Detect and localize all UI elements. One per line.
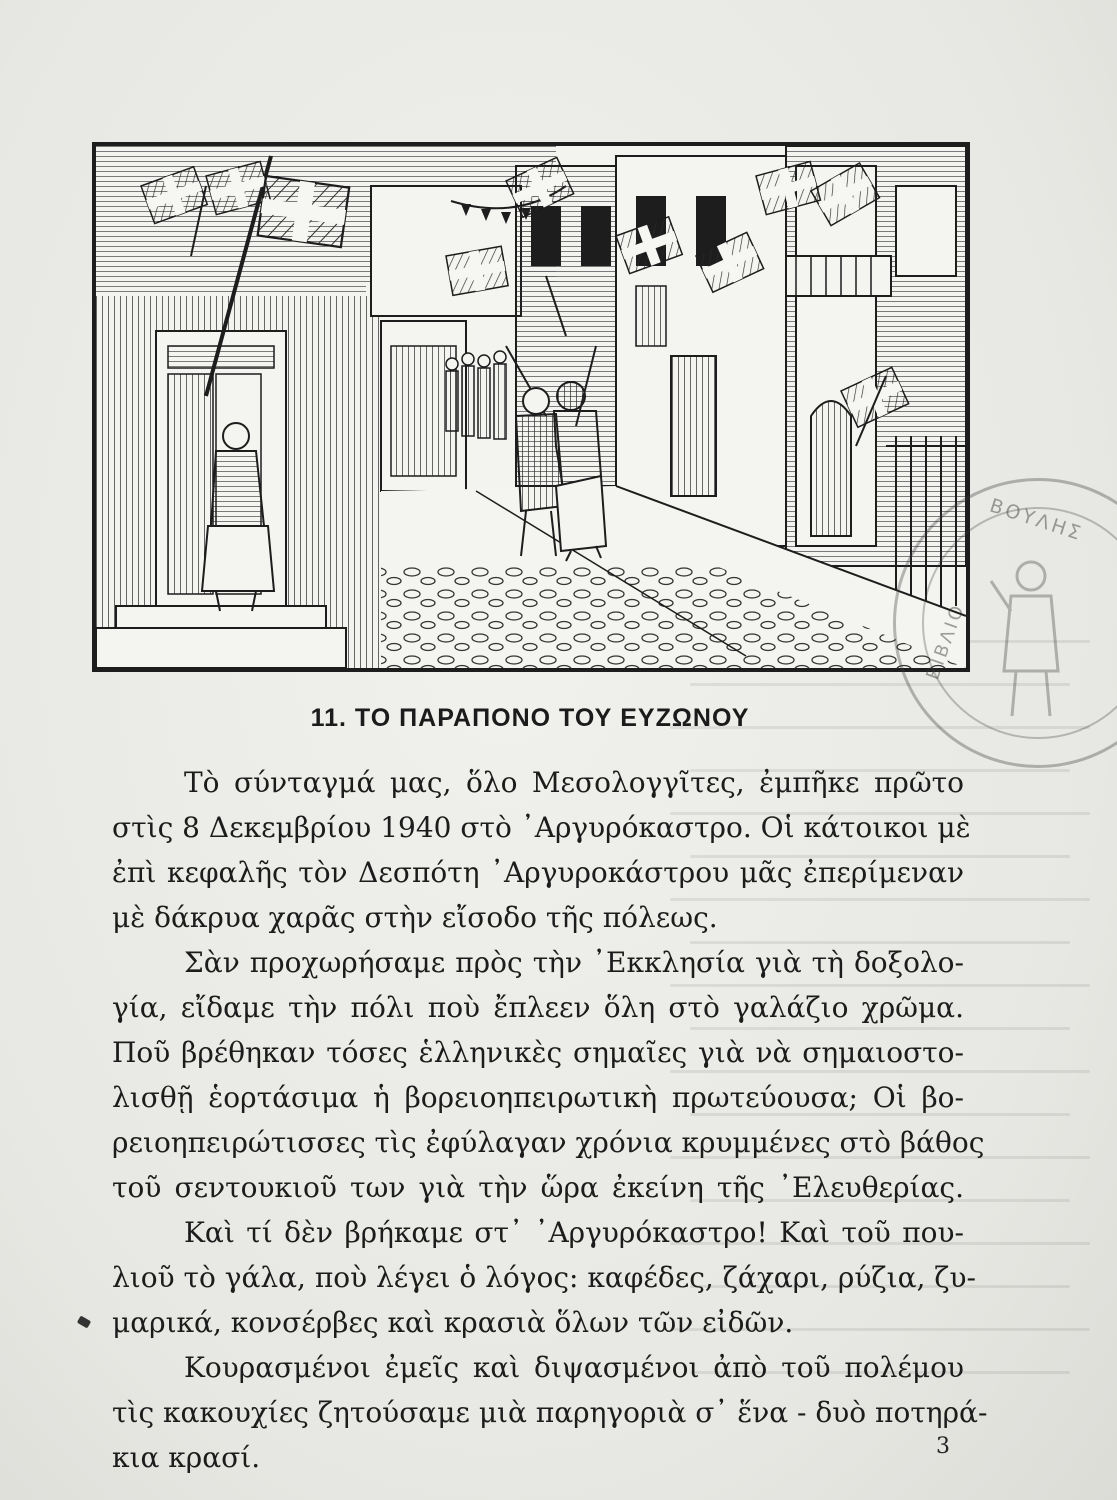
text-line: Σὰν προχωρήσαμε πρὸς τὴν ᾿Εκκλησία γιὰ τὴ δοξολο- <box>184 946 964 979</box>
text-line: λιοῦ τὸ γάλα, ποὺ λέγει ὁ λόγος: καφέδες, ζάχαρι, ρύζια, ζυ- <box>112 1261 976 1294</box>
stamp-text-top: ΒΟΥΛΗΣ <box>986 494 1086 546</box>
chapter-title: 11. ΤΟ ΠΑΡΑΠΟΝΟ ΤΟΥ ΕΥΖΩΝΟΥ <box>310 704 750 732</box>
text-line: Ποῦ βρέθηκαν τόσες ἑλληνικὲς σημαῖες γιὰ νὰ σημαιοστο- <box>112 1036 964 1069</box>
page-number: 3 <box>936 1434 950 1459</box>
illustration-street-scene <box>92 142 970 672</box>
text-line: Κουρασμένοι ἐμεῖς καὶ διψασμένοι ἀπὸ τοῦ πολέμου <box>184 1351 964 1384</box>
text-line: γία, εἴδαμε τὴν πόλι ποὺ ἔπλεεν ὅλη στὸ γαλάζιο χρῶμα. <box>112 991 964 1024</box>
text-line: τοῦ σεντουκιοῦ των γιὰ τὴν ὥρα ἐκείνη τῆς ᾿Ελευθερίας. <box>112 1171 964 1204</box>
stamp-text-side: ΒΙΒΛΙΟ <box>922 600 970 683</box>
stamp-figure-icon <box>976 551 1086 721</box>
text-line: Καὶ τί δὲν βρήκαμε στ᾿ ᾿Αργυρόκαστρο! Καὶ τοῦ που- <box>184 1216 964 1249</box>
text-line: τὶς κακουχίες ζητούσαμε μιὰ παρηγοριὰ σ᾿ ἕνα - δυὸ ποτηρά- <box>112 1396 988 1429</box>
body-text <box>112 760 988 1480</box>
margin-mark <box>77 1316 91 1329</box>
text-line: μαρικά, κονσέρβες καὶ κρασιὰ ὅλων τῶν εἰδῶν. <box>112 1306 794 1339</box>
text-line: στὶς 8 Δεκεμβρίου 1940 στὸ ᾿Αργυρόκαστρο. Οἱ κάτοικοι μὲ <box>112 811 971 844</box>
text-line: λισθῇ ἑορτάσιμα ἡ βορειοηπειρωτικὴ πρωτεύουσα; Οἱ βο- <box>112 1081 964 1114</box>
text-line: ἐπὶ κεφαλῆς τὸν Δεσπότη ᾿Αργυροκάστρου μᾶς ἐπερίμεναν <box>112 856 964 889</box>
text-line: ρειοηπειρώτισσες τὶς ἐφύλαγαν χρόνια κρυμμένες στὸ βάθος <box>112 1126 985 1159</box>
text-line: Τὸ σύνταγμά μας, ὅλο Μεσολογγῖτες, ἐμπῆκε πρῶτο <box>184 766 964 799</box>
text-line: μὲ δάκρυα χαρᾶς στὴν εἴσοδο τῆς πόλεως. <box>112 901 718 934</box>
text-line: κια κρασί. <box>112 1441 261 1474</box>
